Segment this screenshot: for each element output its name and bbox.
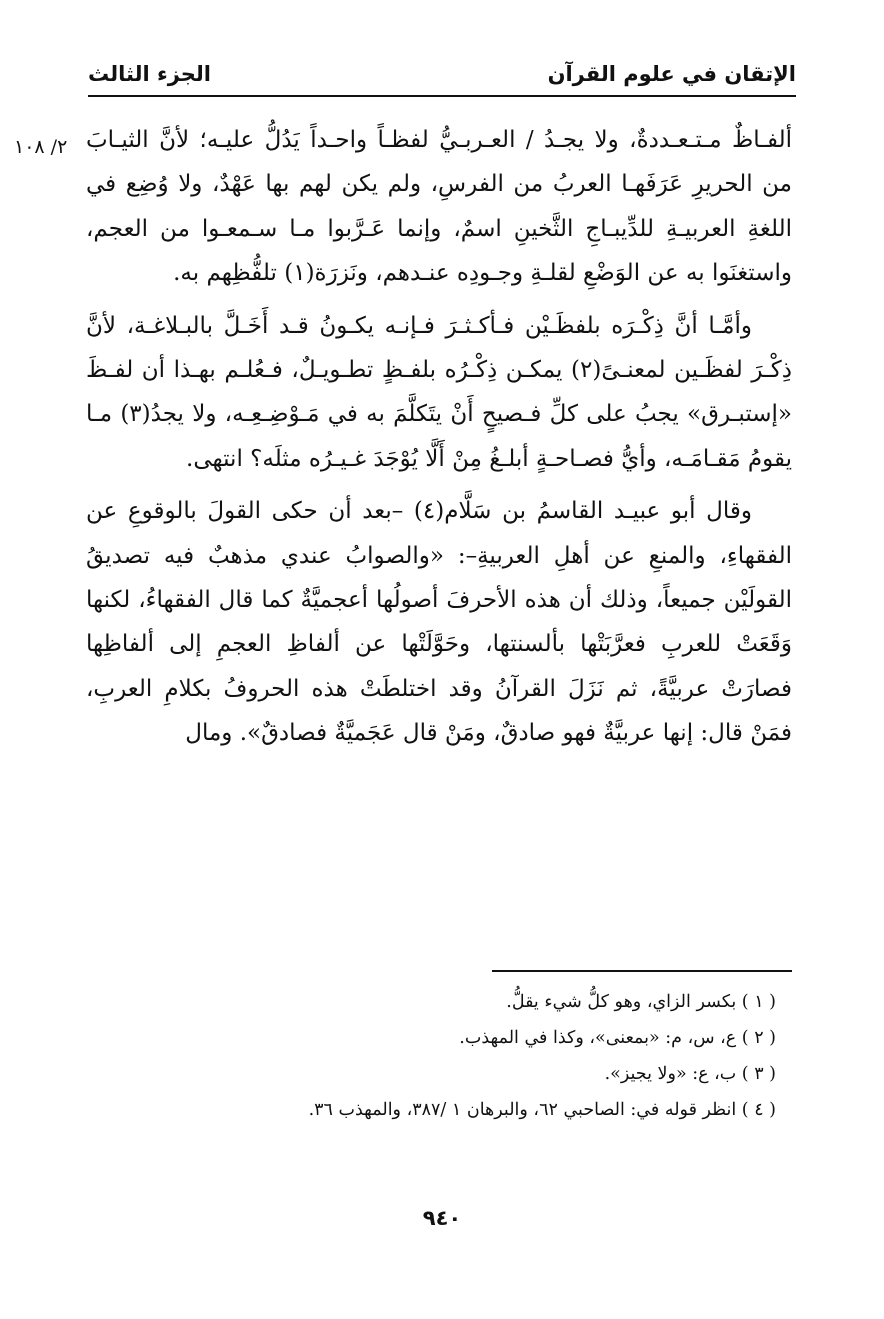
page-number: ٩٤٠: [422, 1206, 462, 1230]
footnote: ( ٢ ) ع، س، م: «بمعنى»، وكذا في المهذب.: [459, 1028, 776, 1048]
header-rule: [88, 95, 796, 97]
footnote: ( ١ ) بكسر الزاي، وهو كلُّ شيء يقلُّ.: [506, 992, 776, 1012]
paragraph: وقال أبو عبيـد القاسمُ بن سَلَّام(٤) –بعد أن حكى القولَ بالوقوعِ عن الفقهاءِ، والمنعِ عن أهلِ العربيةِ–: «والصوابُ عندي مذهبٌ فيه تصديقُ القولَيْن جميعاً، وذلك أن هذه الأحرفَ أصولُها أعجميَّةٌ كما قال الفقهاءُ، لكنها وَقَعَتْ للعربِ فعرَّبَتْها بألسنتها، وحَوَّلَتْها عن ألفاظِ العجمِ إلى ألفاظِها فصارَتْ عربيَّةً، ثم نَزَلَ القرآنُ وقد اختلطَتْ هذه الحروفُ بكلامِ العربِ، فمَنْ قال: إنها عربيَّةٌ فهو صادقٌ، ومَنْ قال عَجَميَّةٌ فصادقٌ». ومال: [86, 498, 792, 747]
footnote: ( ٤ ) انظر قوله في: الصاحبي ٦٢، والبرهان ١ /٣٨٧، والمهذب ٣٦.: [308, 1100, 776, 1120]
book-title: الإتقان في علوم القرآن: [547, 62, 796, 86]
paragraph: وأمَّـا أنَّ ذِكْـرَه بلفظَـيْن فـأكـثـرَ فـإنـه يكـونُ قـد أَخَـلَّ بالبـلاغـة، لأنَّ ذِكْـرَ لفظَـين لمعنـىً(٢) يمكـن ذِكْـرُه بلفـظٍ تطـويـلٌ، فـعُلـم بهـذا أن لفـظَ «إستبـرق» يجبُ على كلِّ فـصيحٍ أَنْ يتَكلَّمَ به في مَـوْضِـعِـه، ولا يجدُ(٣) مـا يقومُ مَقـامَـه، وأيُّ فصـاحـةٍ أبلـغُ مِنْ أَلَّا يُوْجَدَ غـيـرُه مثلَه؟ انتهى.: [86, 312, 792, 472]
footnotes: [120, 984, 776, 1128]
volume-label: الجزء الثالث: [88, 62, 211, 86]
body-text: [86, 118, 792, 756]
margin-reference: ٢/ ١٠٨: [14, 136, 68, 158]
footnote: ( ٣ ) ب، ع: «ولا يجيز».: [604, 1064, 776, 1084]
running-header: [88, 56, 796, 92]
paragraph: ألفـاظٌ مـتـعـددةٌ، ولا يجـدُ / العـربـيُّ لفظـاً واحـداً يَدُلُّ عليـه؛ لأنَّ الثيـابَ من الحريرِ عَرَفَهـا العربُ من الفرسِ، ولم يكن لهم بها عَهْدٌ، ولا وُضِع في اللغةِ العربيـةِ للدِّيبـاجِ الثَّخينِ اسمٌ، وإنما عَـرَّبوا مـا سـمعـوا من العجم، واستغنَوا به عن الوَضْعِ لقلـةِ وجـودِه عنـدهم، ونَزرَة(١) تلفُّظِهم به.: [86, 127, 792, 287]
footnote-rule: [492, 970, 792, 972]
